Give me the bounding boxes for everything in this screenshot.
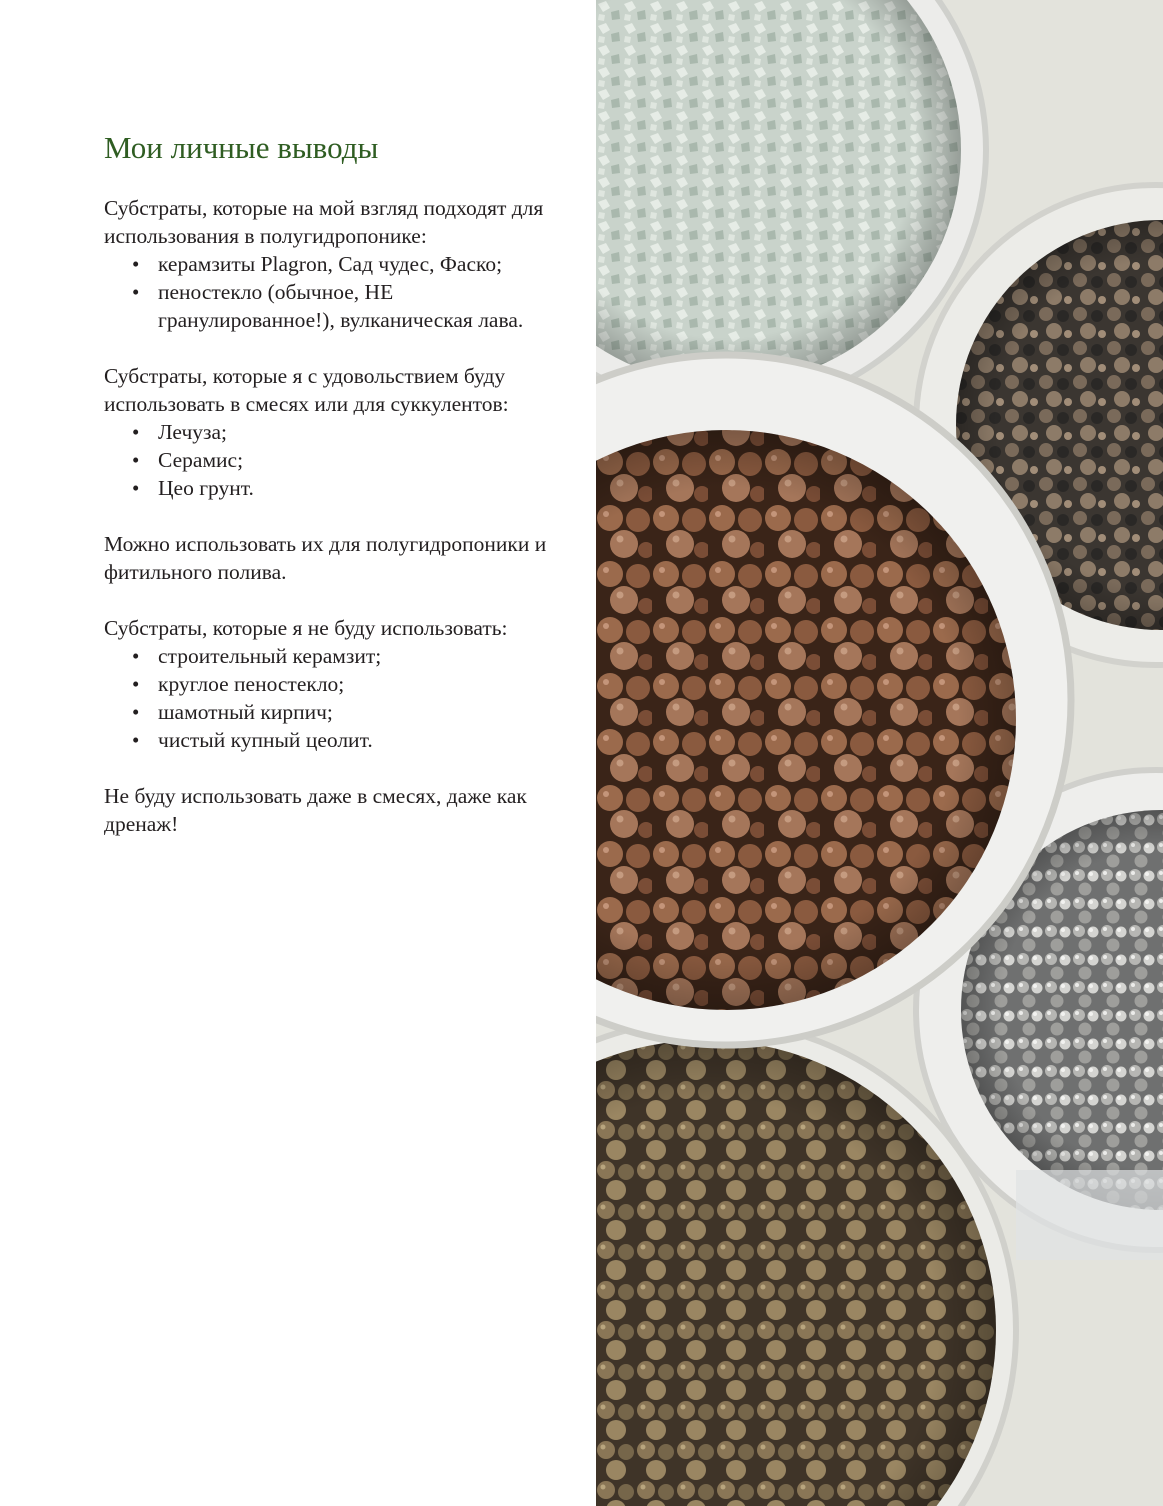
section-suitable-list bbox=[104, 250, 574, 334]
section-rejected-intro: Субстраты, которые я не буду использовать: bbox=[104, 616, 508, 640]
section-rejected-list bbox=[104, 642, 574, 754]
section-mixes bbox=[104, 362, 574, 502]
list-item: • Серамис; bbox=[104, 446, 574, 474]
list-item: • пеностекло (обычное, НЕ гранулированное!), вулканическая лава. bbox=[104, 278, 574, 334]
list-item: • круглое пеностекло; bbox=[104, 670, 574, 698]
list-item: • шамотный кирпич; bbox=[104, 698, 574, 726]
text-column bbox=[104, 128, 574, 866]
page-title: Мои личные выводы bbox=[104, 130, 379, 165]
list-item: • Цео грунт. bbox=[104, 474, 574, 502]
section-suitable-intro: Субстраты, которые на мой взгляд подходят для использования в полугидропонике: bbox=[104, 196, 544, 248]
list-item: • строительный керамзит; bbox=[104, 642, 574, 670]
list-item: • керамзиты Plagron, Сад чудес, Фаско; bbox=[104, 250, 574, 278]
section-usage-text: Можно использовать их для полугидропоники и фитильного полива. bbox=[104, 532, 547, 584]
section-usage bbox=[104, 530, 574, 586]
list-item: • Лечуза; bbox=[104, 418, 574, 446]
section-rejected bbox=[104, 614, 574, 754]
substrate-bowls-photo bbox=[596, 0, 1163, 1506]
section-conclusion-text: Не буду использовать даже в смесях, даже как дренаж! bbox=[104, 784, 527, 836]
list-item: • чистый купный цеолит. bbox=[104, 726, 574, 754]
section-conclusion bbox=[104, 782, 574, 838]
section-mixes-list bbox=[104, 418, 574, 502]
section-mixes-intro: Субстраты, которые я с удовольствием буду использовать в смесях или для суккулентов: bbox=[104, 364, 509, 416]
section-suitable bbox=[104, 194, 574, 334]
